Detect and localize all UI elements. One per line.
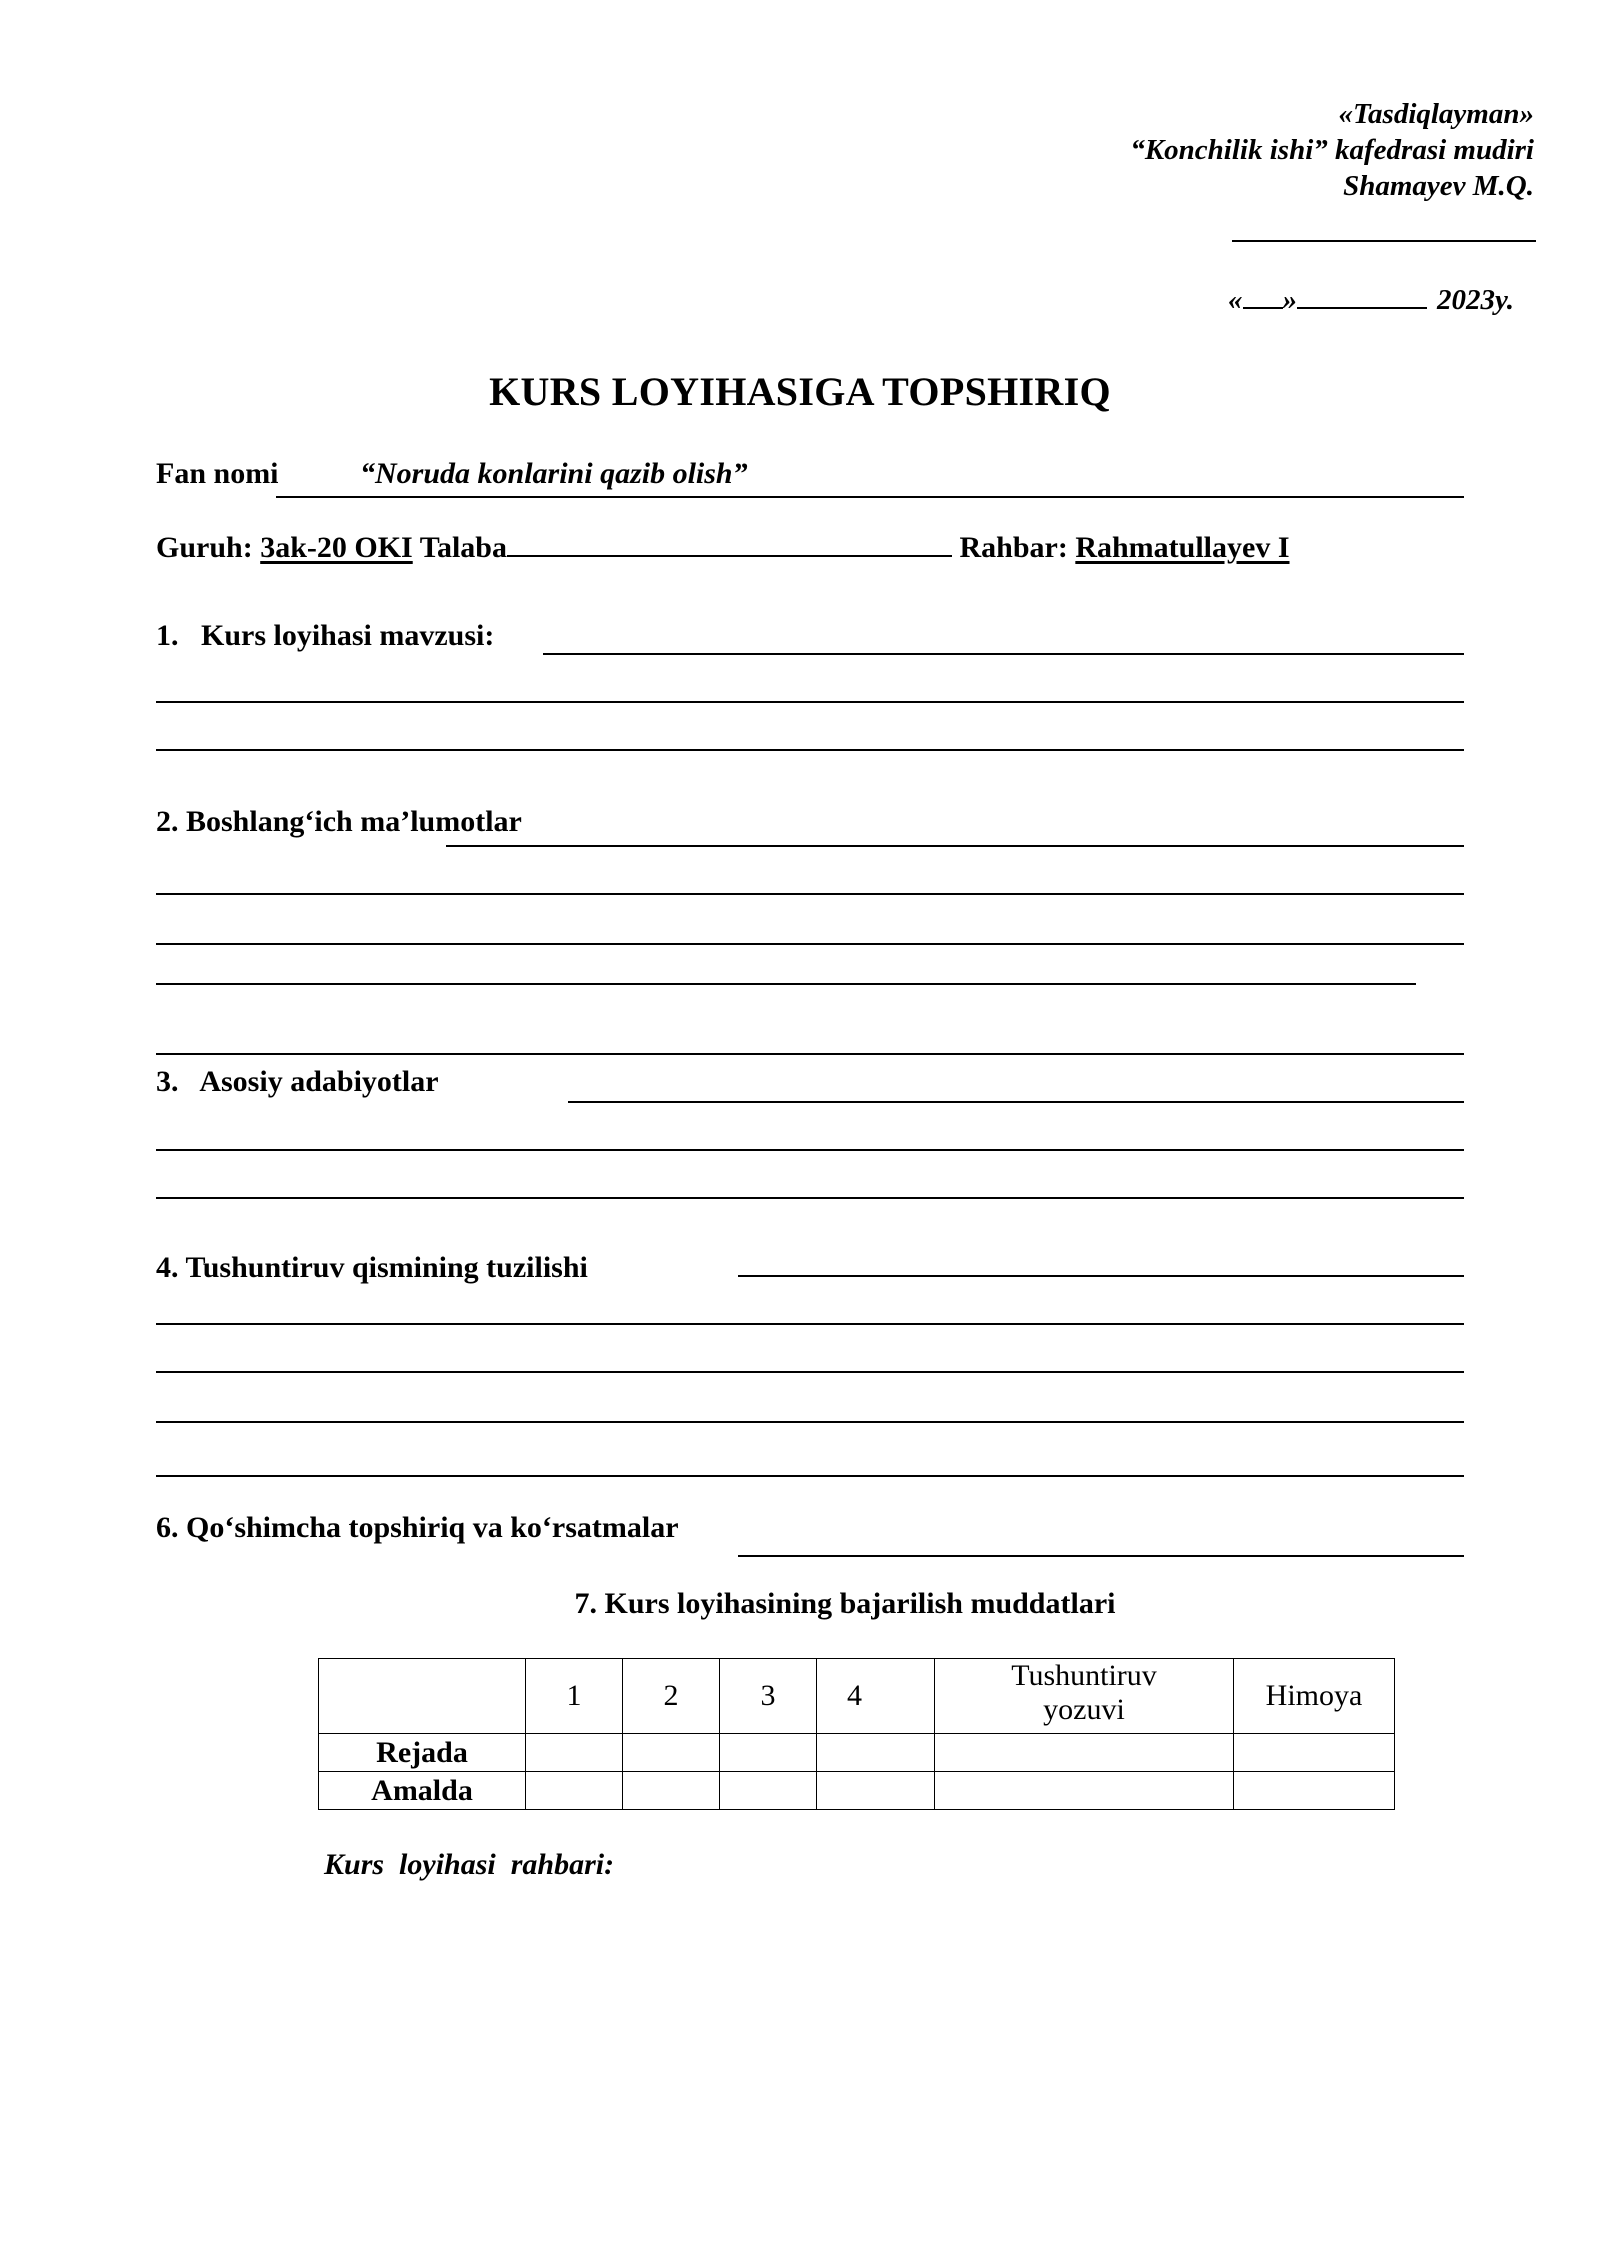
section-1-heading: 1. Kurs loyihasi mavzusi: [156,619,495,652]
section-3-line-1 [568,1101,1464,1103]
table-header-cell-explanation [935,1659,1234,1734]
section-3-line-2 [156,1149,1464,1151]
date-day-blank [1243,307,1283,309]
approval-head-name: Shamayev M.Q. [1343,170,1534,202]
section-2-line-3 [156,943,1464,945]
table-header-cell: 3 [720,1659,817,1734]
section-4-line-2 [156,1323,1464,1325]
table-header-cell: 2 [623,1659,720,1734]
section-6-line-1 [738,1555,1464,1557]
subject-underline [276,496,1464,498]
table-cell [526,1772,623,1810]
group-value: 3ak-20 OKI [260,531,413,564]
table-row [319,1734,1395,1772]
section-1-line-1 [543,653,1464,655]
approval-department: “Konchilik ishi” kafedrasi mudiri [1130,134,1534,166]
group-line [156,531,1290,565]
section-4-heading: 4. Tushuntiruv qismining tuzilishi [156,1251,588,1284]
date-year: 2023y. [1437,284,1515,316]
table-cell [623,1734,720,1772]
section-2-heading: 2. Boshlang‘ich ma’lumotlar [156,805,522,838]
table-cell [623,1772,720,1810]
table-cell [817,1734,935,1772]
section-3-line-3 [156,1197,1464,1199]
section-6-heading: 6. Qo‘shimcha topshiriq va ko‘rsatmalar [156,1511,679,1544]
table-corner-cell [319,1659,526,1734]
subject-value: “Noruda konlarini qazib olish” [360,457,748,490]
group-label: Guruh: [156,531,253,564]
student-label: Talaba [419,531,507,564]
table-header-cell: 1 [526,1659,623,1734]
schedule-header-row [319,1659,1395,1734]
table-row-label: Amalda [319,1772,526,1810]
student-blank [507,555,952,557]
approval-heading: «Tasdiqlayman» [1338,98,1534,130]
table-cell [720,1772,817,1810]
section-1-line-2 [156,701,1464,703]
table-cell [1234,1772,1395,1810]
date-close-quote: » [1282,284,1297,316]
document-title: KURS LOYIHASIGA TOPSHIRIQ [489,369,1111,414]
table-cell [1234,1734,1395,1772]
explanation-header-line-2: yozuvi [1043,1693,1125,1726]
section-2-line-4 [156,983,1416,985]
section-2-line-1 [446,845,1464,847]
schedule-table [318,1658,1395,1810]
section-2-line-2 [156,893,1464,895]
section-1-line-3 [156,749,1464,751]
section-4-line-5 [156,1475,1464,1477]
approval-block [1130,96,1534,204]
date-month-blank [1297,307,1427,309]
section-4-line-3 [156,1371,1464,1373]
table-cell [526,1734,623,1772]
table-row-label: Rejada [319,1734,526,1772]
section-2-line-5 [156,1053,1464,1055]
table-cell [935,1734,1234,1772]
subject-label: Fan nomi [156,457,279,490]
section-4-line-1 [738,1275,1464,1277]
supervisor-signature-label: Kurs loyihasi rahbari: [324,1848,615,1881]
date-open-quote: « [1228,284,1243,316]
table-header-cell: 4 [817,1659,935,1734]
supervisor-label: Rahbar: [959,531,1068,564]
section-7-heading: 7. Kurs loyihasining bajarilish muddatlari [574,1587,1116,1620]
approval-signature-line [1232,240,1536,242]
table-cell [720,1734,817,1772]
table-cell [817,1772,935,1810]
table-cell [935,1772,1234,1810]
section-3-heading: 3. Asosiy adabiyotlar [156,1065,439,1098]
table-row [319,1772,1395,1810]
explanation-header-line-1: Tushuntiruv [1011,1659,1157,1692]
approval-date [1228,284,1514,317]
section-4-line-4 [156,1421,1464,1423]
table-header-cell: Himoya [1234,1659,1395,1734]
supervisor-value: Rahmatullayev I [1075,531,1290,564]
